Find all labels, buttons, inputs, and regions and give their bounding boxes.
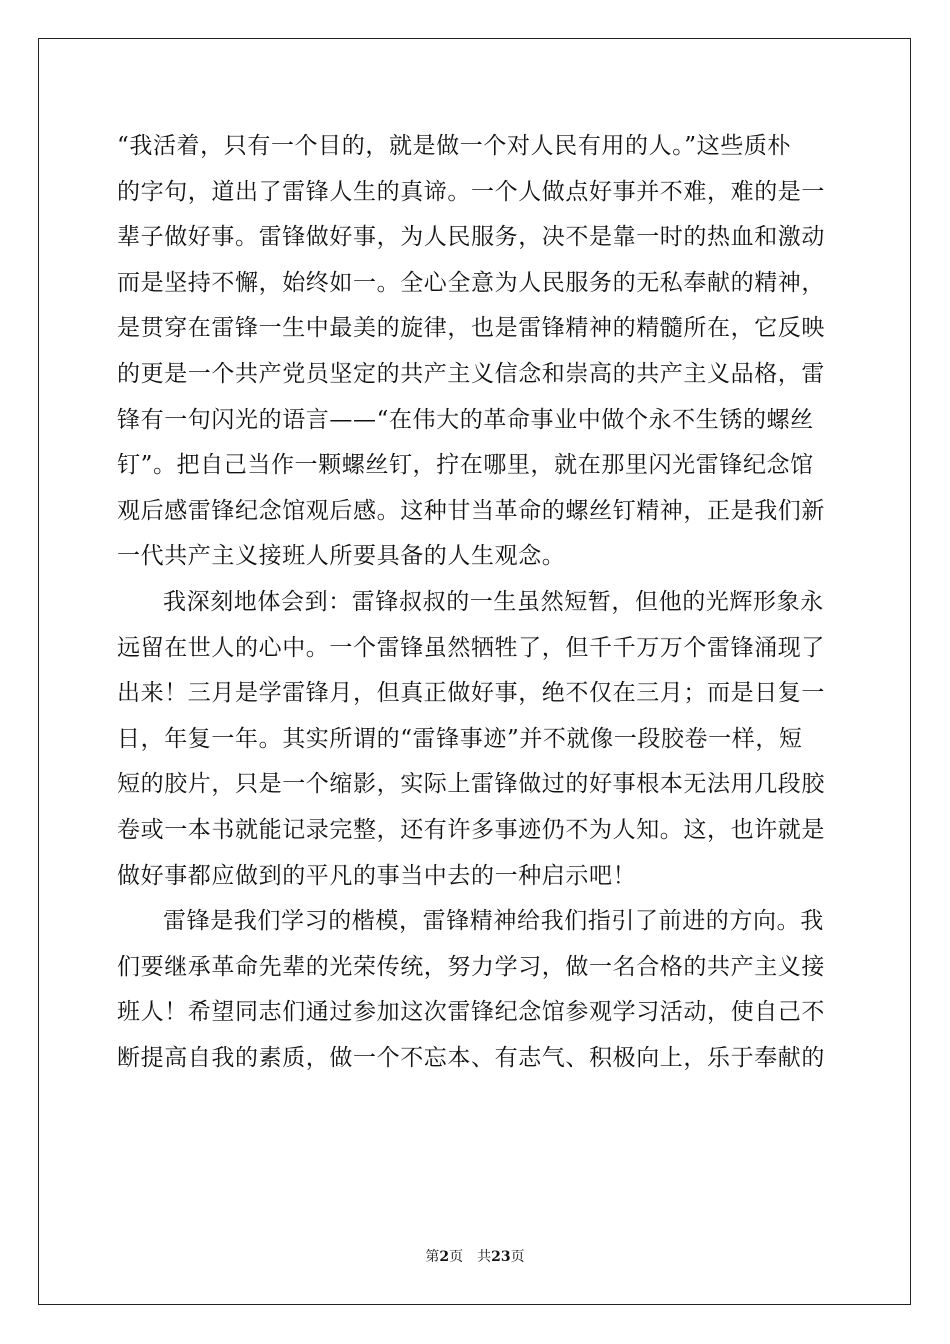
footer-total-pages: 23 — [491, 1249, 511, 1265]
text-line: 出来！三月是学雷锋月，但真正做好事，绝不仅在三月；而是日复一 — [117, 680, 825, 707]
page-footer — [0, 1248, 950, 1266]
paragraph — [117, 124, 833, 580]
text-line: 我深刻地体会到：雷锋叔叔的一生虽然短暂，但他的光辉形象永 — [163, 588, 824, 615]
footer-page-number: 2 — [439, 1249, 450, 1265]
footer-total-prefix: 共 — [477, 1249, 492, 1265]
text-line: 日，年复一年。其实所谓的“雷锋事迹”并不就像一段胶卷一样，短 — [117, 725, 803, 752]
text-line: 观后感雷锋纪念馆观后感。这种甘当革命的螺丝钉精神，正是我们新 — [117, 497, 825, 524]
text-line: 的字句，道出了雷锋人生的真谛。一个人做点好事并不难，难的是一 — [117, 178, 825, 205]
text-line: 的更是一个共产党员坚定的共产主义信念和崇高的共产主义品格，雷 — [117, 360, 825, 387]
paragraph — [117, 580, 833, 899]
text-line: 断提高自我的素质，做一个不忘本、有志气、积极向上，乐于奉献的 — [117, 1044, 825, 1071]
text-line: 锋有一句闪光的语言——“在伟大的革命事业中做个永不生锈的螺丝 — [117, 406, 814, 433]
text-line: 班人！希望同志们通过参加这次雷锋纪念馆参观学习活动，使自己不 — [117, 999, 825, 1026]
text-line: 钉”。把自己当作一颗螺丝钉，拧在哪里，就在那里闪光雷锋纪念馆 — [117, 452, 814, 479]
text-line: 是贯穿在雷锋一生中最美的旋律，也是雷锋精神的精髓所在，它反映 — [117, 315, 825, 342]
footer-total-unit: 页 — [510, 1249, 525, 1265]
text-line: 做好事都应做到的平凡的事当中去的一种启示吧！ — [117, 862, 637, 889]
text-line: 短的胶片，只是一个缩影，实际上雷锋做过的好事根本无法用几段胶 — [117, 771, 825, 798]
footer-prefix: 第 — [425, 1249, 440, 1265]
text-line: 而是坚持不懈，始终如一。全心全意为人民服务的无私奉献的精神， — [117, 269, 825, 296]
text-line: 雷锋是我们学习的楷模，雷锋精神给我们指引了前进的方向。我 — [163, 908, 824, 935]
text-line: 一代共产主义接班人所要具备的人生观念。 — [117, 543, 566, 570]
document-body — [117, 124, 833, 1081]
text-line: 远留在世人的心中。一个雷锋虽然牺牲了，但千千万万个雷锋涌现了 — [117, 634, 825, 661]
text-line: 辈子做好事。雷锋做好事，为人民服务，决不是靠一时的热血和激动 — [117, 224, 825, 251]
footer-page-unit: 页 — [449, 1249, 464, 1265]
paragraph — [117, 899, 833, 1081]
text-line: “我活着，只有一个目的，就是做一个对人民有用的人。”这些质朴 — [117, 133, 792, 159]
text-line: 们要继承革命先辈的光荣传统，努力学习，做一名合格的共产主义接 — [117, 953, 825, 980]
text-line: 卷或一本书就能记录完整，还有许多事迹仍不为人知。这，也许就是 — [117, 816, 825, 843]
